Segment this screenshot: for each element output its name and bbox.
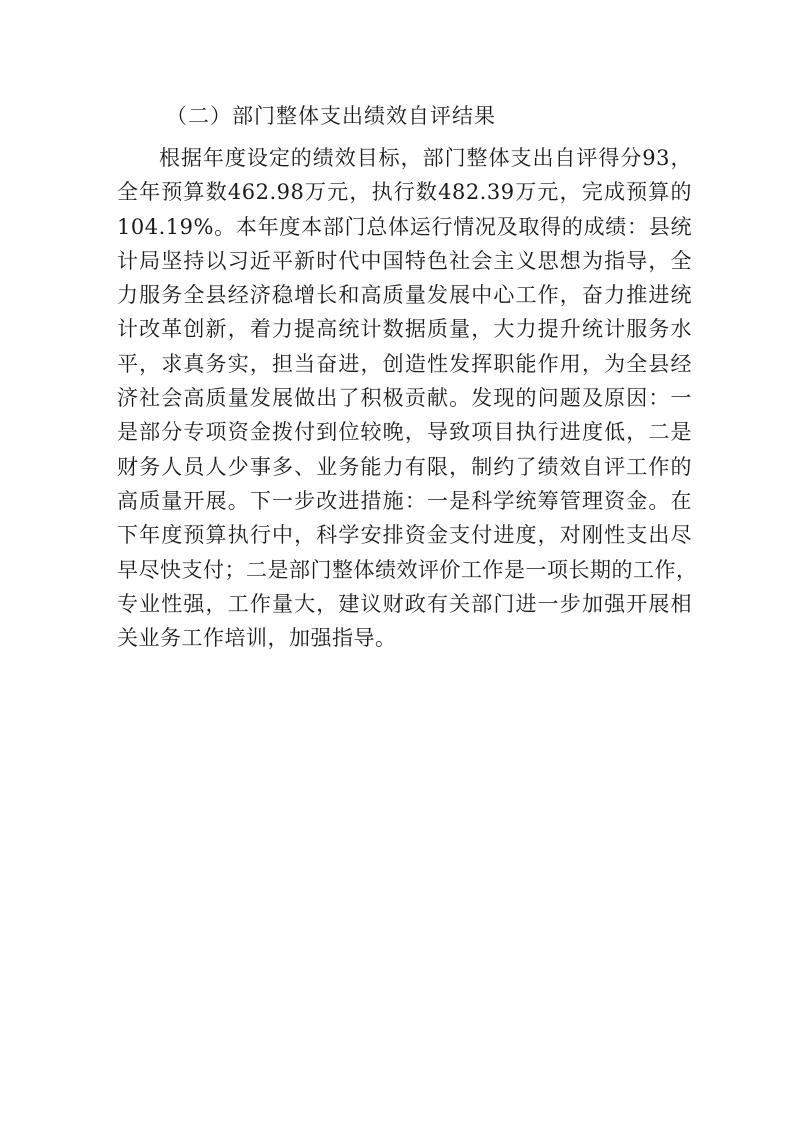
paragraph-line: 专业性强，工作量大，建议财政有关部门进一步加强开展相: [117, 591, 692, 616]
paragraph-line: 全年预算数462.98万元，执行数482.39万元，完成预算的: [117, 180, 692, 205]
paragraph-line: 下年度预算执行中，科学安排资金支付进度，对刚性支出尽: [117, 523, 692, 548]
section-heading: （二）部门整体支出绩效自评结果: [166, 104, 496, 128]
paragraph-line: 力服务全县经济稳增长和高质量发展中心工作，奋力推进统: [117, 283, 692, 308]
paragraph-line: 计局坚持以习近平新时代中国特色社会主义思想为指导，全: [117, 248, 692, 273]
paragraph-line: 根据年度设定的绩效目标，部门整体支出自评得分93，: [159, 146, 692, 170]
paragraph-line: 济社会高质量发展做出了积极贡献。发现的问题及原因：一: [117, 386, 692, 411]
paragraph-line: 平，求真务实，担当奋进，创造性发挥职能作用，为全县经: [117, 351, 692, 376]
paragraph-line: 早尽快支付；二是部门整体绩效评价工作是一项长期的工作，: [117, 557, 698, 582]
paragraph-line: 计改革创新，着力提高统计数据质量，大力提升统计服务水: [117, 317, 692, 342]
paragraph-line: 关业务工作培训，加强指导。: [117, 626, 397, 651]
paragraph-line: 是部分专项资金拨付到位较晚，导致项目执行进度低，二是: [117, 420, 692, 445]
paragraph-line: 高质量开展。下一步改进措施：一是科学统筹管理资金。在: [117, 488, 692, 513]
paragraph-line: 104.19%。本年度本部门总体运行情况及取得的成绩：县统: [117, 214, 692, 239]
paragraph-line: 财务人员人少事多、业务能力有限，制约了绩效自评工作的: [117, 454, 692, 479]
section-body: [117, 141, 698, 655]
